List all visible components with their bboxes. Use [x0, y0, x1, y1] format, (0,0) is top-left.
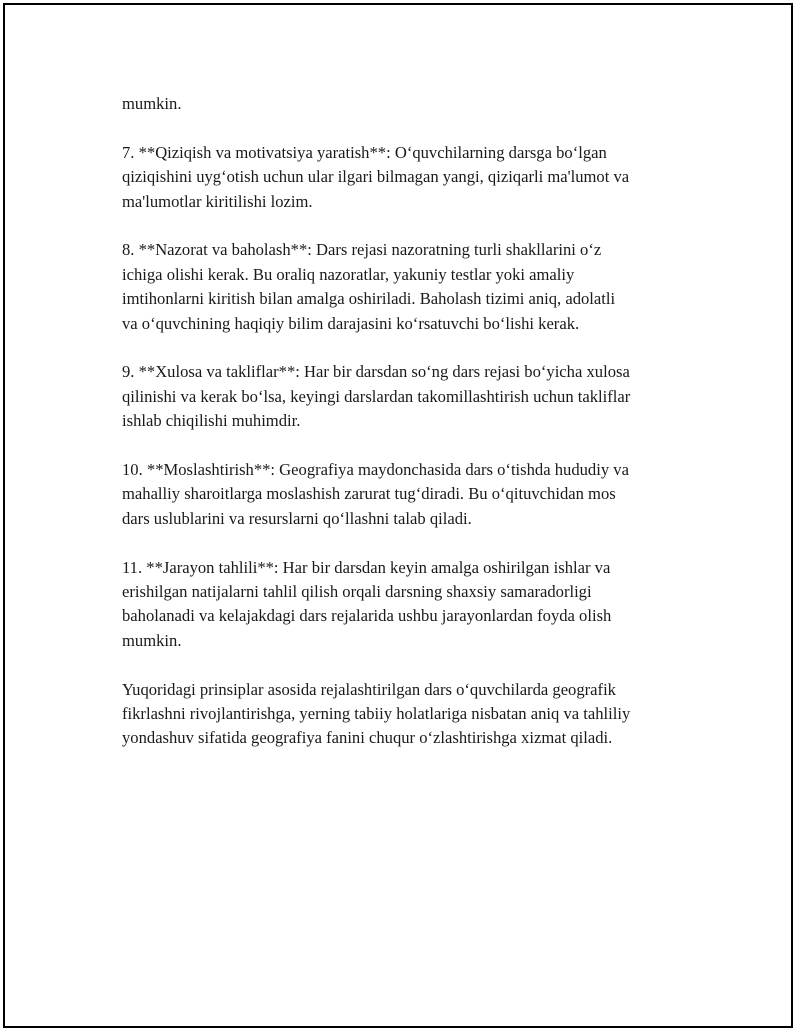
- document-page: [3, 3, 793, 1028]
- paragraph-continuation: mumkin.: [122, 94, 182, 113]
- document-body: [122, 92, 702, 775]
- paragraph-item-9: 9. **Xulosa va takliflar**: Har bir darsdan so‘ng dars rejasi bo‘yicha xulosa qilinishi va kerak bo‘lsa, keyingi darslardan takomillashtirish uchun takliflar ishlab chiqilishi muhimdir.: [122, 362, 631, 431]
- paragraph-item-11: 11. **Jarayon tahlili**: Har bir darsdan keyin amalga oshirilgan ishlar va erishilgan natijalarni tahlil qilish orqali darsning shaxsiy samaradorligi baholanadi va kelajakdagi dars rejalarida ushbu jarayonlardan foyda olish mumkin.: [122, 557, 612, 650]
- paragraph-conclusion: Yuqoridagi prinsiplar asosida rejalashtirilgan dars o‘quvchilarda geografik fikrlashni rivojlantirishga, yerning tabiiy holatlariga nisbatan aniq va tahliliy yondashuv sifatida geografiya fanini chuqur o‘zlashtirishga xizmat qiladi.: [122, 679, 631, 748]
- paragraph-item-8: 8. **Nazorat va baholash**: Dars rejasi nazoratning turli shakllarini o‘z ichiga olishi kerak. Bu oraliq nazoratlar, yakuniy testlar yoki amaliy imtihonlarni kiritish bilan amalga oshiriladi. Baholash tizimi aniq, adolatli va o‘quvchining haqiqiy bilim darajasini ko‘rsatuvchi bo‘lishi kerak.: [122, 240, 616, 333]
- paragraph-item-10: 10. **Moslashtirish**: Geografiya maydonchasida dars o‘tishda hududiy va mahalliy sharoitlarga moslashish zarurat tug‘diradi. Bu o‘qituvchidan mos dars uslublarini va resurslarni qo‘llashni talab qiladi.: [122, 460, 629, 528]
- paragraph-item-7: 7. **Qiziqish va motivatsiya yaratish**: O‘quvchilarning darsga bo‘lgan qiziqishini uyg‘otish uchun ular ilgari bilmagan yangi, qiziqarli ma'lumot va ma'lumotlar kiritilishi lozim.: [122, 142, 630, 211]
